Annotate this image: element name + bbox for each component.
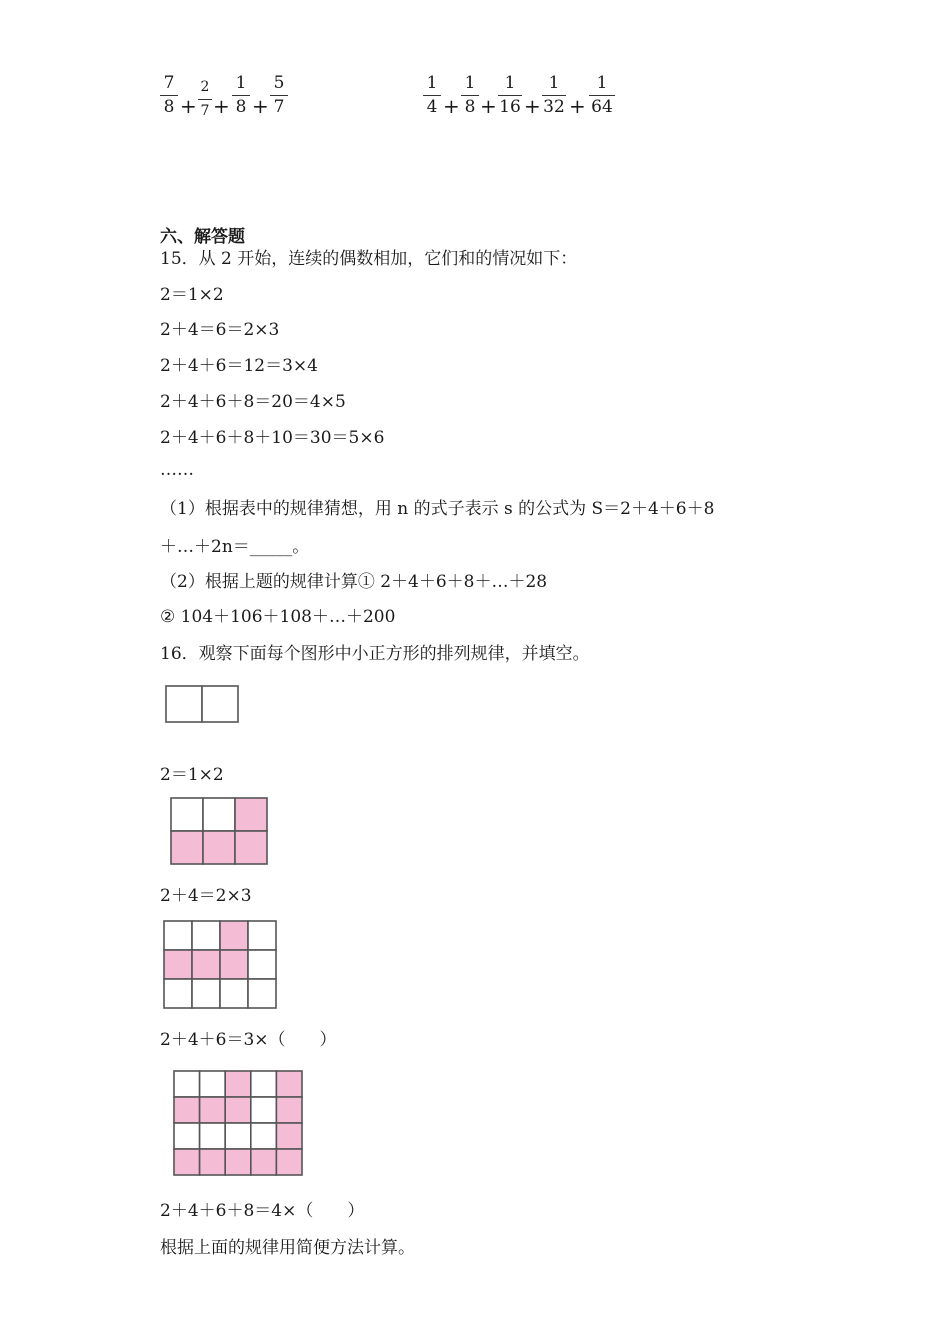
white-square <box>174 1071 200 1097</box>
fraction: 1 8 <box>461 74 479 116</box>
q15-part2: （2）根据上题的规律计算① 2＋4＋6＋8＋…＋28 <box>160 572 548 592</box>
pink-square <box>200 1097 226 1123</box>
pink-square <box>192 950 220 979</box>
white-square <box>251 1097 277 1123</box>
q15-part1-cont: ＋…＋2n＝_____。 <box>160 537 310 557</box>
white-square <box>202 686 238 722</box>
pink-square <box>276 1071 302 1097</box>
pink-square <box>276 1149 302 1175</box>
q15-line: 2＋4＋6＋8＝20＝4×5 <box>160 392 346 412</box>
pink-square <box>174 1097 200 1123</box>
plus-sign: + <box>569 94 586 118</box>
q15-line: 2＋4＋6＋8＋10＝30＝5×6 <box>160 428 385 448</box>
pink-square <box>203 831 235 864</box>
pink-square <box>225 1149 251 1175</box>
fraction: 2 7 <box>198 78 212 120</box>
fraction: 5 7 <box>270 74 288 116</box>
q16-final-instruction: 根据上面的规律用简便方法计算。 <box>160 1238 415 1258</box>
white-square <box>248 921 276 950</box>
white-square <box>171 798 203 831</box>
q15-line: 2＋4＝6＝2×3 <box>160 320 280 340</box>
plus-sign: + <box>213 94 230 118</box>
q15-part1: （1）根据表中的规律猜想，用 n 的式子表示 s 的公式为 S＝2＋4＋6＋8 <box>160 499 715 519</box>
plus-sign: + <box>480 94 497 118</box>
white-square <box>192 921 220 950</box>
pink-square <box>225 1097 251 1123</box>
q16-stem: 16．观察下面每个图形中小正方形的排列规律，并填空。 <box>160 644 590 664</box>
white-square <box>251 1071 277 1097</box>
white-square <box>248 950 276 979</box>
white-square <box>225 1123 251 1149</box>
plus-sign: + <box>524 94 541 118</box>
pink-square <box>220 921 248 950</box>
fraction: 1 4 <box>423 74 441 116</box>
pink-square <box>220 950 248 979</box>
ellipsis: …… <box>160 460 194 480</box>
pink-square <box>200 1149 226 1175</box>
plus-sign: + <box>443 94 460 118</box>
square-grid-figure-2 <box>171 798 267 864</box>
figure-caption: 2＋4＝2×3 <box>160 886 252 906</box>
white-square <box>192 979 220 1008</box>
fraction: 1 32 <box>543 73 565 117</box>
q15-stem: 15．从 2 开始，连续的偶数相加，它们和的情况如下： <box>160 249 578 269</box>
fraction: 7 8 <box>160 74 178 116</box>
section-title: 六、解答题 <box>160 227 245 247</box>
figure-caption: 2＋4＋6＋8＝4×（ ） <box>160 1201 365 1221</box>
q15-line: 2＝1×2 <box>160 285 224 305</box>
q15-part2-cont: ② 104＋106＋108＋…＋200 <box>160 607 396 627</box>
q15-line: 2＋4＋6＝12＝3×4 <box>160 356 318 376</box>
square-grid-figure-1 <box>166 686 238 722</box>
white-square <box>174 1123 200 1149</box>
square-grid-figure-4 <box>174 1071 302 1175</box>
white-square <box>251 1123 277 1149</box>
white-square <box>200 1123 226 1149</box>
plus-sign: + <box>180 94 197 118</box>
pink-square <box>174 1149 200 1175</box>
figure-caption: 2＝1×2 <box>160 765 224 785</box>
pink-square <box>164 950 192 979</box>
white-square <box>248 979 276 1008</box>
square-grid-figure-3 <box>164 921 276 1008</box>
fraction: 1 64 <box>589 74 615 116</box>
plus-sign: + <box>252 94 269 118</box>
white-square <box>164 921 192 950</box>
pink-square <box>276 1097 302 1123</box>
fraction: 1 16 <box>499 73 521 117</box>
white-square <box>220 979 248 1008</box>
pink-square <box>225 1071 251 1097</box>
white-square <box>166 686 202 722</box>
figure-caption: 2＋4＋6＝3×（ ） <box>160 1030 337 1050</box>
white-square <box>203 798 235 831</box>
pink-square <box>235 831 267 864</box>
pink-square <box>235 798 267 831</box>
pink-square <box>171 831 203 864</box>
white-square <box>164 979 192 1008</box>
white-square <box>200 1071 226 1097</box>
fraction: 1 8 <box>232 74 250 116</box>
pink-square <box>276 1123 302 1149</box>
pink-square <box>251 1149 277 1175</box>
